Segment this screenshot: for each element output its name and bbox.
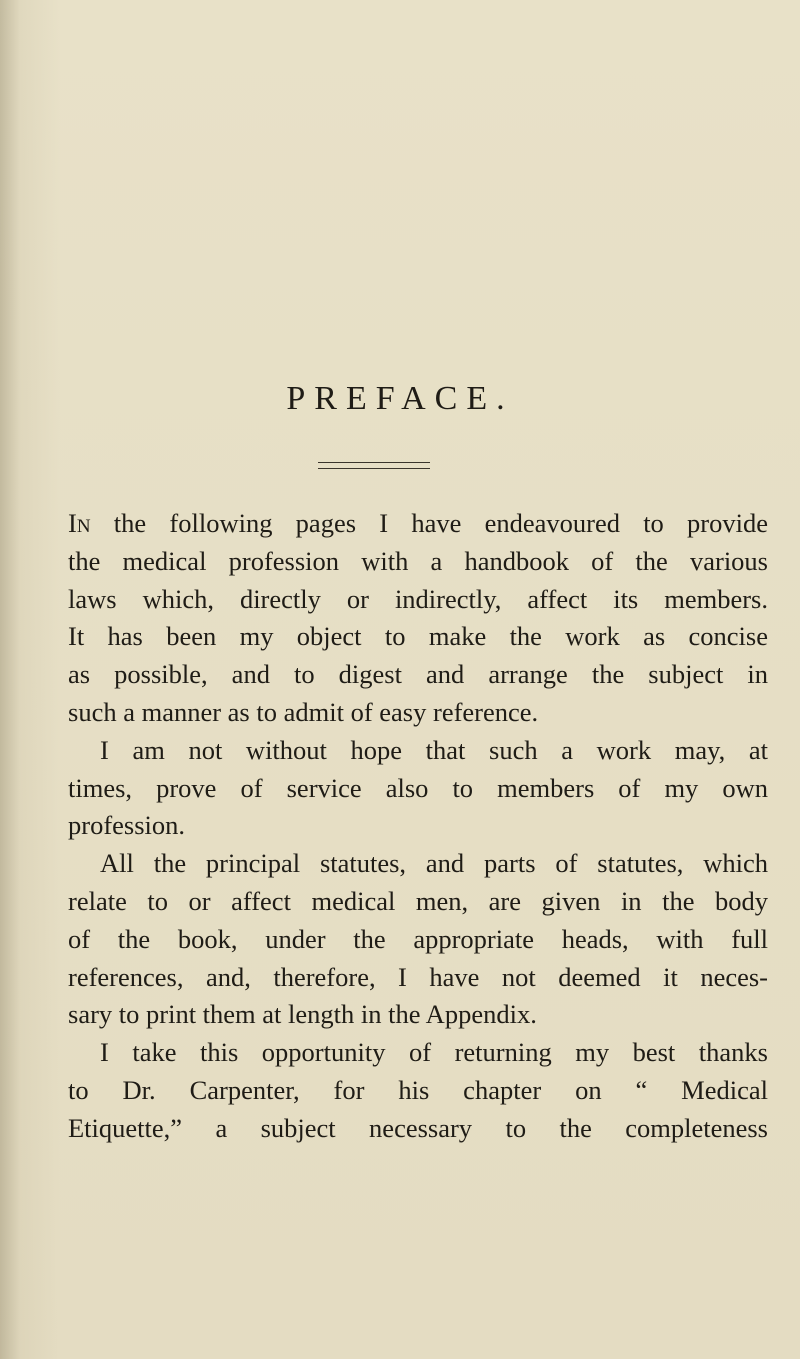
text-line: references, and, therefore, I have not deemed it neces- [68, 961, 768, 992]
page-heading: PREFACE. [286, 380, 514, 417]
heading-double-rule [318, 462, 430, 469]
text-line: I am not without hope that such a work may, at [100, 734, 768, 765]
text-line: profession. [68, 810, 186, 841]
text-line: relate to or affect medical men, are given in the body [68, 885, 768, 916]
text-line: the medical profession with a handbook of the various [68, 545, 768, 576]
text-line: Etiquette,” a subject necessary to the completeness [68, 1112, 768, 1143]
text-line: All the principal statutes, and parts of statutes, which [100, 848, 768, 879]
preface-body [68, 505, 768, 1148]
text-line: of the book, under the appropriate heads, with full [68, 923, 768, 954]
text-line: such a manner as to admit of easy reference. [68, 696, 539, 727]
text-line: sary to print them at length in the Appendix. [68, 999, 537, 1030]
text-line: In the following pages I have endeavoured to provide [68, 508, 768, 538]
text-line: laws which, directly or indirectly, affect its members. [68, 583, 768, 614]
text-line: I take this opportunity of returning my best thanks [100, 1037, 768, 1068]
text-line: as possible, and to digest and arrange the subject in [68, 659, 768, 690]
text-line: It has been my object to make the work as concise [68, 621, 768, 652]
text-line: to Dr. Carpenter, for his chapter on “ Medical [68, 1074, 768, 1105]
text-line: times, prove of service also to members of my own [68, 772, 768, 803]
opening-word: In [68, 508, 91, 538]
